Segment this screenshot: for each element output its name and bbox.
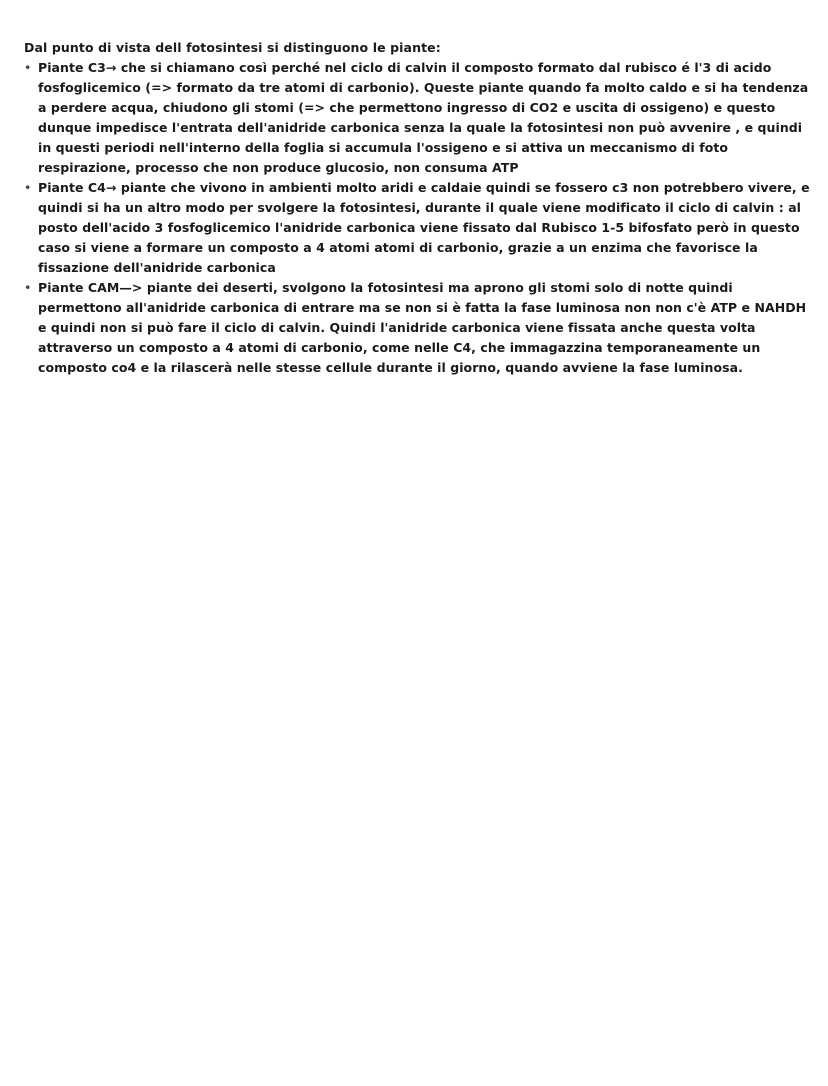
document-page (24, 38, 816, 378)
list-item-text: Piante C4→ piante che vivono in ambienti molto aridi e caldaie quindi se fossero c3 non potrebbero vivere, e quindi si ha un altro modo per svolgere la fotosintesi, durante il quale viene modificato il ciclo di calvin : al posto dell'acido 3 fosfoglicemico l'anidride carbonica viene fissato dal Rubisco 1-5 bifosfato però in questo caso si viene a formare un composto a 4 atomi atomi di carbonio, grazie a un enzima che favorisce la fissazione dell'anidride carbonica (38, 180, 810, 275)
plant-types-list (24, 58, 816, 378)
bullet-icon: • (24, 180, 32, 195)
list-item-text: Piante CAM—> piante dei deserti, svolgono la fotosintesi ma aprono gli stomi solo di notte quindi permettono all'anidride carbonica di entrare ma se non si è fatta la fase luminosa non non c'è ATP e NAHDH e quindi non si può fare il ciclo di calvin. Quindi l'anidride carbonica viene fissata anche questa volta attraverso un composto a 4 atomi di carbonio, come nelle C4, che immagazzina temporaneamente un composto co4 e la rilascerà nelle stesse cellule durante il giorno, quando avviene la fase luminosa. (38, 280, 807, 375)
bullet-icon: • (24, 280, 32, 295)
bullet-icon: • (24, 60, 32, 75)
list-item-text: Piante C3→ che si chiamano così perché nel ciclo di calvin il composto formato dal rubisco é l'3 di acido fosfoglicemico (=> formato da tre atomi di carbonio). Queste piante quando fa molto caldo e si ha tendenza a perdere acqua, chiudono gli stomi (=> che permettono ingresso di CO2 e uscita di ossigeno) e questo dunque impedisce l'entrata dell'anidride carbonica senza la quale la fotosintesi non può avvenire , e quindi in questi periodi nell'interno della foglia si accumula l'ossigeno e si attiva un meccanismo di foto respirazione, processo che non produce glucosio, non consuma ATP (38, 60, 809, 175)
intro-sentence: Dal punto di vista dell fotosintesi si distinguono le piante: (24, 40, 441, 55)
list-item-cam (24, 278, 816, 378)
list-item-c3 (24, 58, 816, 178)
list-item-c4 (24, 178, 816, 278)
